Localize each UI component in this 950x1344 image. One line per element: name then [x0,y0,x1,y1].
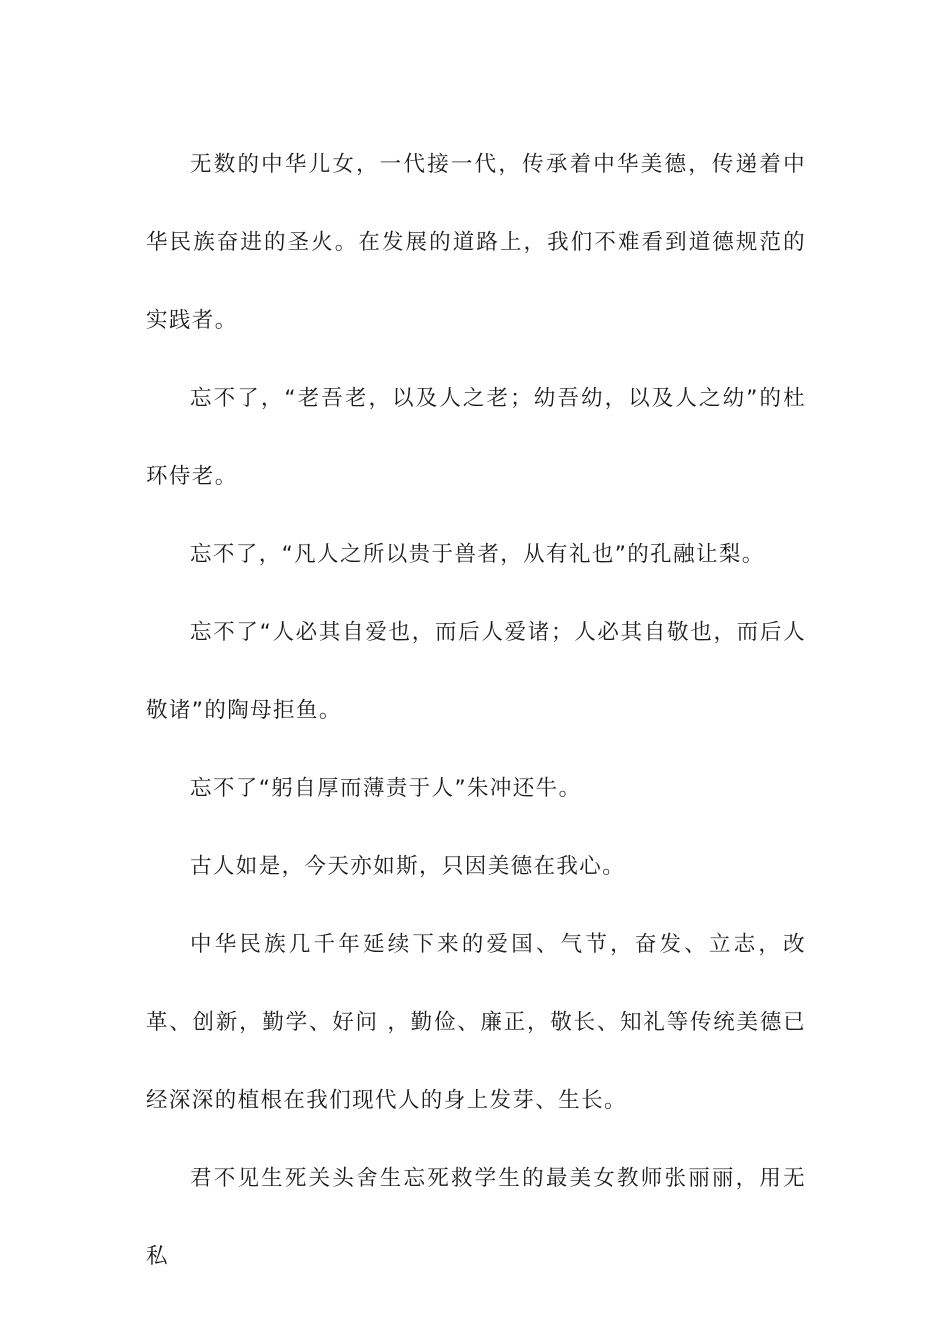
paragraph-5: 忘不了“躬自厚而薄责于人”朱冲还牛。 [190,776,582,801]
paragraph-2: 忘不了，“老吾老，以及人之老；幼吾幼，以及人之幼”的杜环侍老。 [146,386,806,489]
paragraph-7: 中华民族几千年延续下来的爱国、气节，奋发、立志，改革、创新，勤学、好问 ，勤俭、廉正，敬长、知礼等传统美德已经深深的植根在我们现代人的身上发芽、生长。 [146,932,806,1113]
paragraph-3: 忘不了，“凡人之所以贵于兽者，从有礼也”的孔融让梨。 [190,542,765,567]
paragraph-8: 君不见生死关头舍生忘死救学生的最美女教师张丽丽，用无私 [146,1166,806,1269]
document-body [146,126,806,1296]
paragraph-1: 无数的中华儿女，一代接一代，传承着中华美德，传递着中华民族奋进的圣火。在发展的道路上，我们不难看到道德规范的实践者。 [146,152,806,333]
paragraph-4: 忘不了“人必其自爱也，而后人爱诸；人必其自敬也，而后人敬诸”的陶母拒鱼。 [146,620,806,723]
paragraph-6: 古人如是，今天亦如斯，只因美德在我心。 [190,854,626,879]
